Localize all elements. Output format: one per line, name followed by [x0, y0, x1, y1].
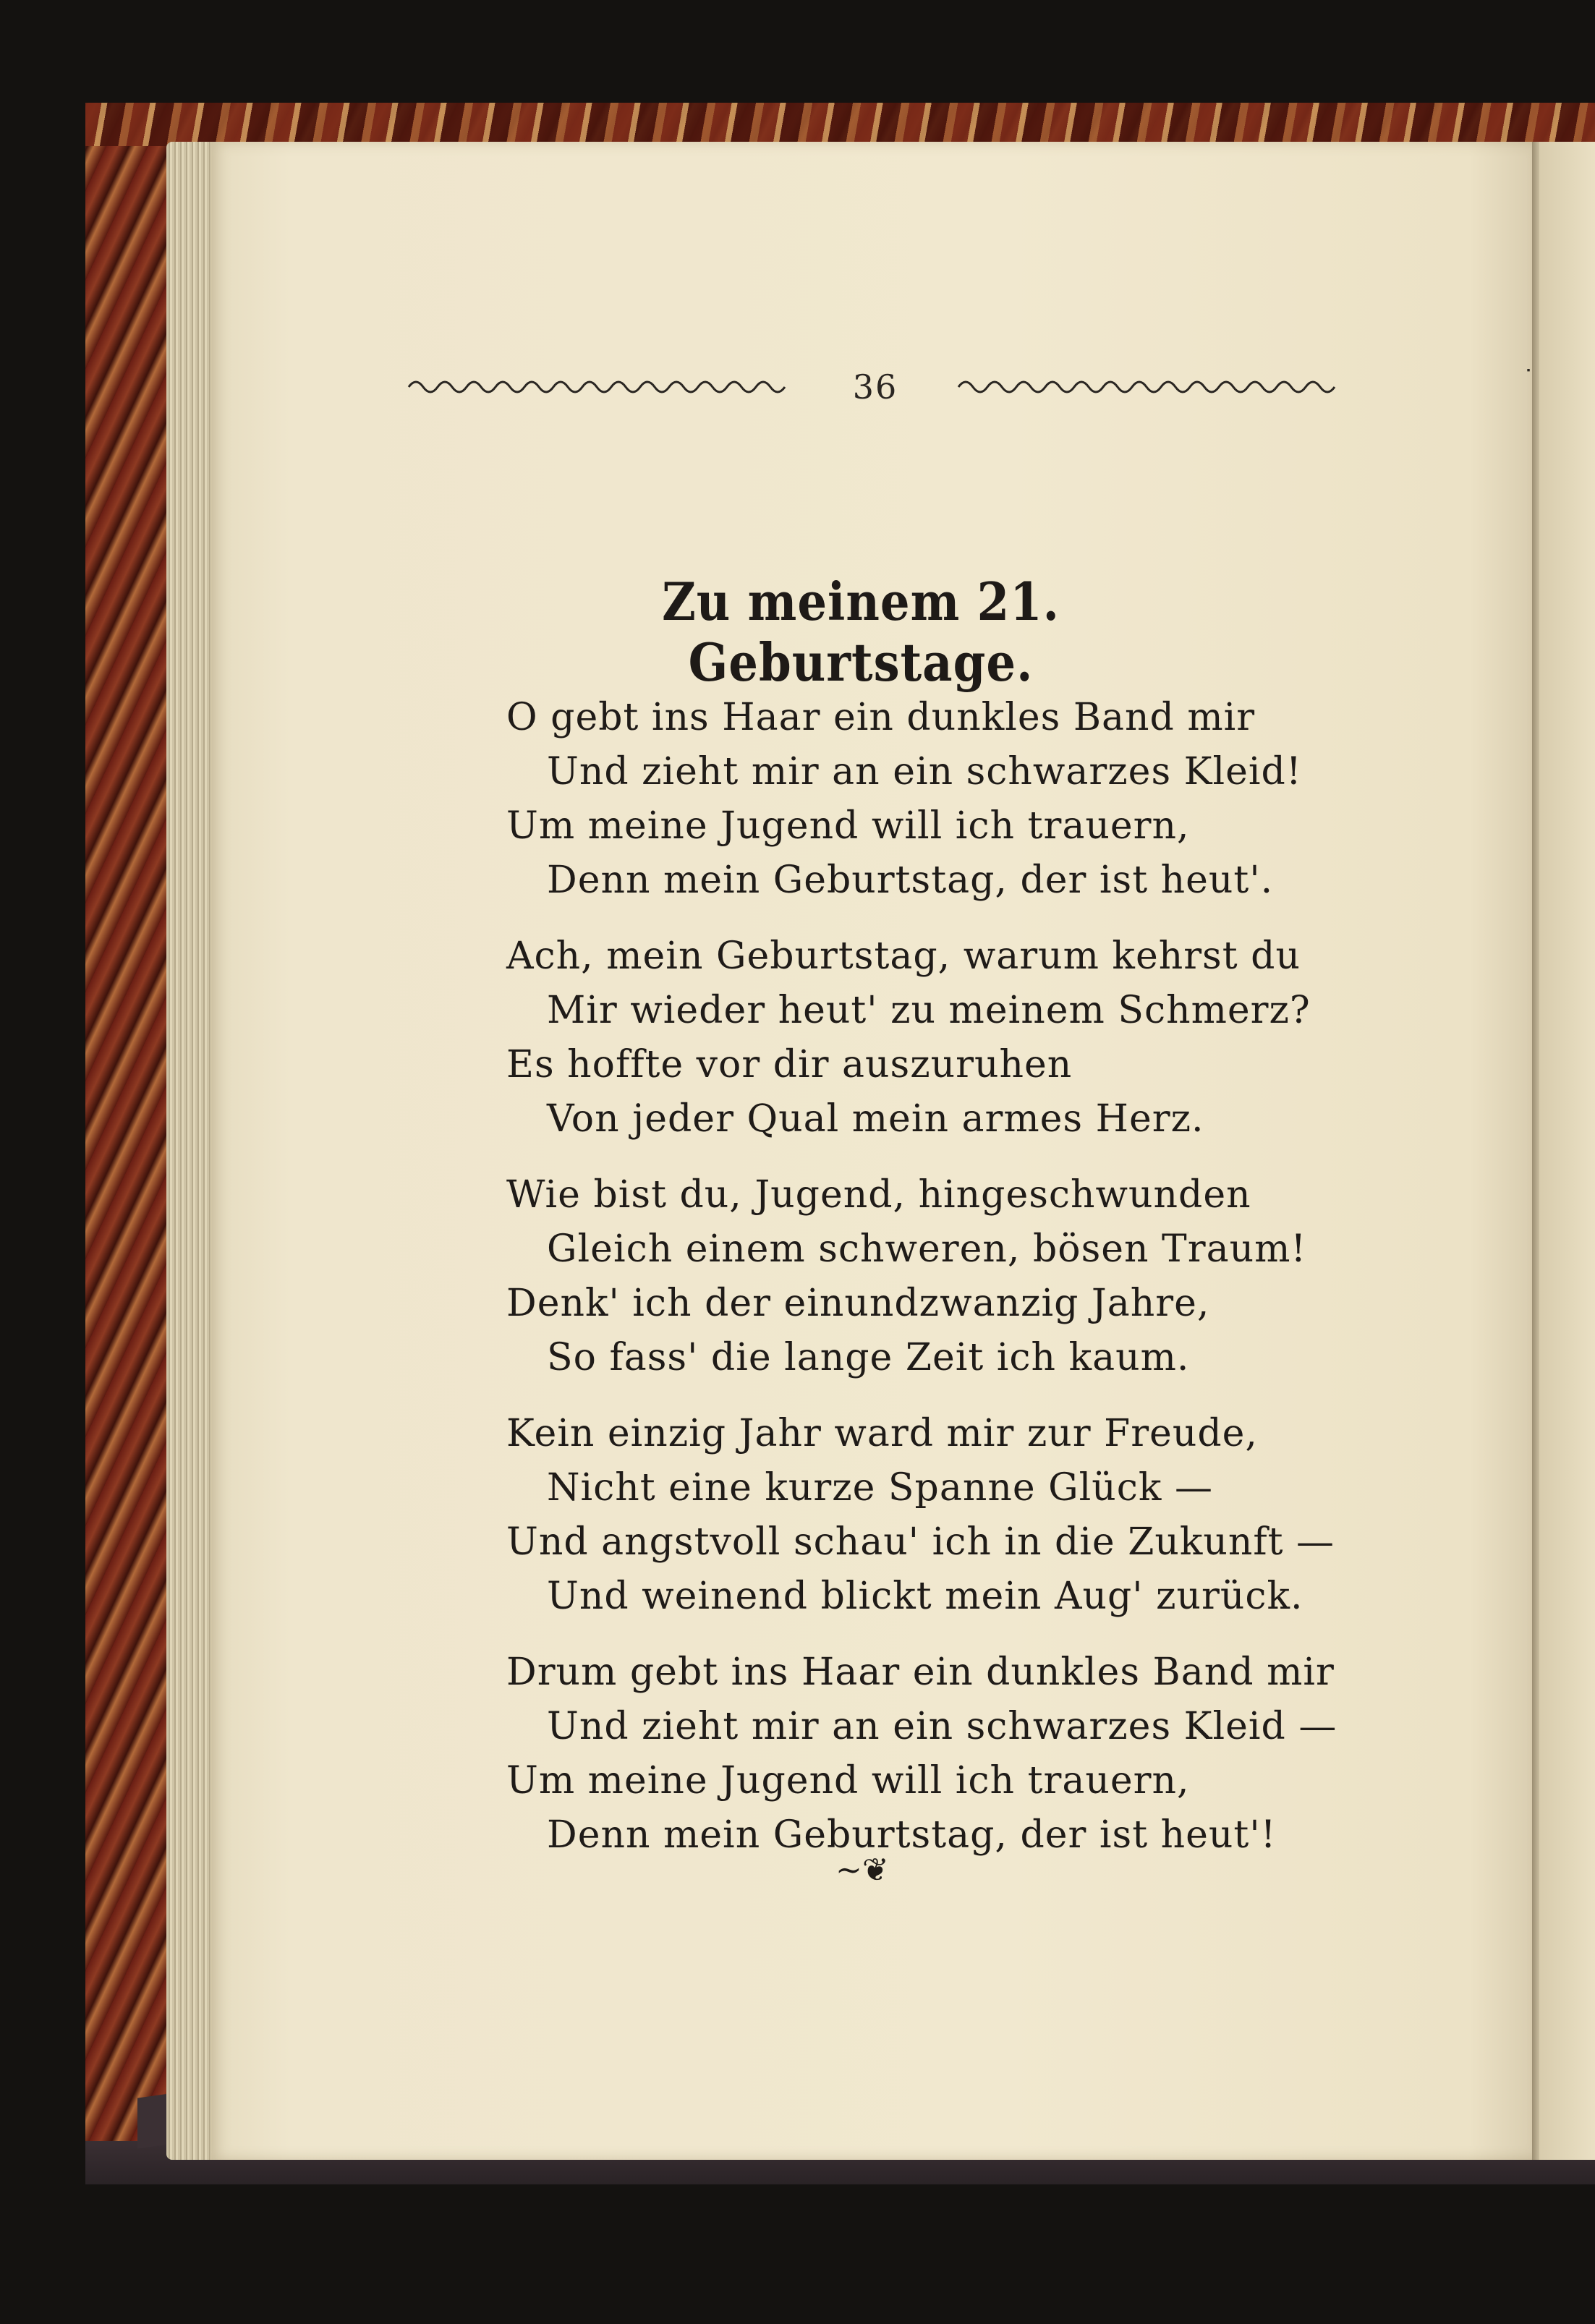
- book-cover-top-edge: [85, 103, 1595, 146]
- next-page-mark: ᐧ: [1525, 357, 1531, 386]
- poem-body: [506, 691, 1337, 1884]
- poem-line: Von jeder Qual mein armes Herz.: [547, 1097, 1204, 1141]
- poem-line: Denn mein Geburtstag, der ist heut'!: [547, 1813, 1277, 1857]
- poem-line: Und zieht mir an ein schwarzes Kleid —: [547, 1705, 1337, 1748]
- stanza: [506, 1168, 1307, 1385]
- poem-line: So fass' die lange Zeit ich kaum.: [547, 1336, 1190, 1379]
- poem-line: Denn mein Geburtstag, der ist heut'.: [547, 859, 1274, 902]
- running-head: [405, 362, 1345, 412]
- poem-line: Um meine Jugend will ich trauern,: [506, 1759, 1190, 1802]
- poem-line: Mir wieder heut' zu meinem Schmerz?: [547, 989, 1311, 1032]
- poem-line: Und weinend blickt mein Aug' zurück.: [547, 1575, 1303, 1618]
- ornament-left-icon: [405, 376, 796, 398]
- poem-line: Und angstvoll schau' ich in die Zukunft —: [506, 1520, 1335, 1564]
- poem-line: Ach, mein Geburtstag, warum kehrst du: [506, 935, 1301, 978]
- poem-line: O gebt ins Haar ein dunkles Band mir: [506, 696, 1256, 739]
- poem-line: Und zieht mir an ein schwarzes Kleid!: [547, 750, 1302, 793]
- next-page-edge: [1525, 142, 1595, 2160]
- stanza: [506, 1646, 1337, 1863]
- end-ornament-icon: ~❦: [835, 1852, 889, 1889]
- ornament-right-icon: [955, 376, 1345, 398]
- poem-line: Gleich einem schweren, bösen Traum!: [547, 1227, 1307, 1271]
- poem-line: Nicht eine kurze Spanne Glück —: [547, 1466, 1213, 1510]
- poem-line: Drum gebt ins Haar ein dunkles Band mir: [506, 1651, 1335, 1694]
- poem-line: Wie bist du, Jugend, hingeschwunden: [506, 1173, 1251, 1217]
- poem-line: Um meine Jugend will ich trauern,: [506, 804, 1190, 848]
- poem-line: Kein einzig Jahr ward mir zur Freude,: [506, 1412, 1258, 1455]
- page-gutter: [1532, 142, 1539, 2160]
- poem-line: Denk' ich der einundzwanzig Jahre,: [506, 1282, 1210, 1325]
- stanza: [506, 691, 1302, 908]
- poem-title: Zu meinem 21. Geburtstage.: [662, 572, 1060, 694]
- page-number: 36: [852, 367, 898, 407]
- poem-line: Es hoffte vor dir auszuruhen: [506, 1043, 1073, 1086]
- stanza: [506, 929, 1311, 1146]
- stanza: [506, 1407, 1335, 1624]
